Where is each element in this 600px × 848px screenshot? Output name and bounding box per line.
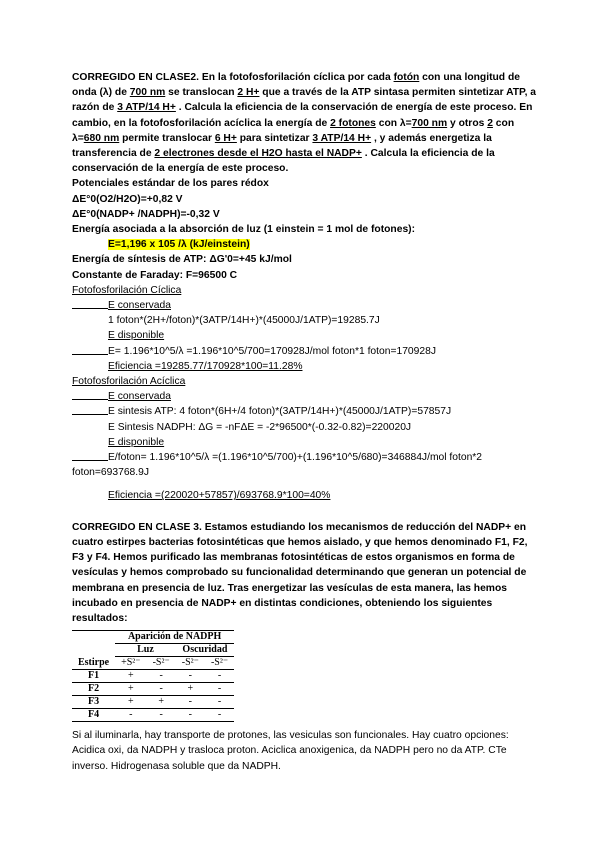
light-energy-heading: Energía asociada a la absorción de luz (1 einstein = 1 mol de fotones): [72, 224, 416, 236]
cell: + [128, 670, 134, 682]
cell: - [159, 670, 163, 682]
cell: + [158, 696, 164, 708]
row-label: F1 [88, 670, 100, 682]
table-row [72, 683, 234, 696]
cell: - [217, 683, 222, 695]
estirpe-header: Estirpe [78, 656, 110, 668]
atp-energy: Energía de síntesis de ATP: ΔG'0=+45 kJ/mol [72, 254, 292, 266]
aciclica-e-disponible: E disponible [108, 436, 165, 448]
row-label: F2 [88, 683, 100, 695]
problem-3-statement: CORREGIDO EN CLASE 3. Estamos estudiando los mecanismos de reducción del NADP+ en cuatro estirpes bacterias fotosintéticas que hemos aislado, y que hemos denominado F1, F2, F3 y F4. Hemos purificado las membranas fotosintéticas de estos organismos en forma de vesículas y hemos comprobado su funcionalidad determinando que generan un potencial de membrana en presencia de luz. Tras energetizar las vesículas de esta manera, las hemos incubado en presencia de NADP+ en distintas condiciones, obteniendo los siguientes resultados: [72, 521, 528, 624]
ciclica-eficiencia: Eficiencia =19285.77/170928*100=11.28% [108, 360, 303, 372]
document-page [72, 70, 542, 774]
oscuridad-header: Oscuridad [176, 644, 234, 657]
col-header: +S²⁻ [121, 657, 141, 669]
row-label: F4 [88, 709, 100, 721]
aciclica-title: Fotofosforilación Acíclica [72, 376, 186, 388]
col-header: -S²⁻ [152, 657, 170, 669]
problem-2-statement: CORREGIDO EN CLASE2. En la fotofosforilación cíclica por cada fotón con una longitud de onda (λ) de 700 nm se translocan 2 H+ que a través de la ATP sintasa permiten sintetizar ATP, a razón de 3 ATP/14 H+ . Calcula la eficiencia de la conservación de energía de este proceso. En cambio, en la fotofosforilación acíclica la energía de 2 fotones con λ=700 nm y otros 2 con λ=680 nm permite translocar 6 H+ para sintetizar 3 ATP/14 H+ , y además energetiza la transferencia de 2 electrones desde el H2O hasta el NADP+ . Calcula la eficiencia de la conservación de la energía de este proceso. [72, 72, 537, 175]
col-header: -S²⁻ [181, 657, 199, 669]
light-energy-formula: E=1,196 x 105 /λ (kJ/einstein) [108, 239, 250, 251]
luz-header: Luz [115, 644, 176, 657]
aciclica-calc-2: E Sintesis NADPH: ΔG = -nFΔE = -2*96500*(-0.32-0.82)=220020J [108, 421, 412, 433]
aciclica-calc-3: E/foton= 1.196*10^5/λ =(1.196*10^5/700)+(1.196*10^5/680)=346884J/mol foton*2 [72, 450, 542, 465]
cell: + [128, 683, 134, 695]
cell: + [128, 696, 134, 708]
aciclica-e-conservada: E conservada [72, 389, 542, 404]
table-header: Aparición de NADPH [115, 631, 234, 644]
aciclica-eficiencia: Eficiencia =(220020+57857)/693768.9*100=40% [108, 490, 331, 502]
results-table [72, 630, 234, 722]
cell: - [129, 709, 133, 721]
answer-text: Si al iluminarla, hay transporte de protones, las vesiculas son funcionales. Hay cuatro opciones: Acidica oxi, da NADPH y trasloca proton. Aciclica anoxigenica, da NADPH pero no da ATP. CTe inverso. Hidrogenasa soluble que da NADPH. [72, 730, 509, 772]
col-header: -S²⁻ [210, 657, 229, 669]
potential-o2: ΔE°0(O2/H2O)=+0,82 V [72, 193, 183, 205]
ciclica-calc-2: E= 1.196*10^5/λ =1.196*10^5/700=170928J/mol foton*1 foton=170928J [72, 344, 542, 359]
potential-nadp: ΔE°0(NADP+ /NADPH)=-0,32 V [72, 208, 220, 220]
table-row [72, 709, 234, 722]
cell: - [188, 696, 193, 708]
ciclica-calc-1: 1 foton*(2H+/foton)*(3ATP/14H+)*(45000J/1ATP)=19285.7J [108, 315, 380, 327]
ciclica-e-disponible: E disponible [108, 330, 165, 342]
table-row [72, 670, 234, 683]
potenciales-heading: Potenciales estándar de los pares rédox [72, 178, 269, 190]
cell: - [188, 709, 193, 721]
table-row [72, 696, 234, 709]
ciclica-e-conservada: E conservada [72, 298, 542, 313]
aciclica-calc-1: E sintesis ATP: 4 foton*(6H+/4 foton)*(3ATP/14H+)*(45000J/1ATP)=57857J [72, 404, 542, 419]
cell: - [159, 683, 163, 695]
cell: - [217, 709, 222, 721]
faraday-constant: Constante de Faraday: F=96500 C [72, 269, 238, 281]
row-label: F3 [88, 696, 100, 708]
cell: - [217, 696, 222, 708]
ciclica-title: Fotofosforilación Cíclica [72, 284, 182, 296]
cell: - [217, 670, 222, 682]
aciclica-calc-3b: foton=693768.9J [72, 467, 150, 479]
cell: + [187, 683, 194, 695]
cell: - [159, 709, 163, 721]
cell: - [188, 670, 193, 682]
